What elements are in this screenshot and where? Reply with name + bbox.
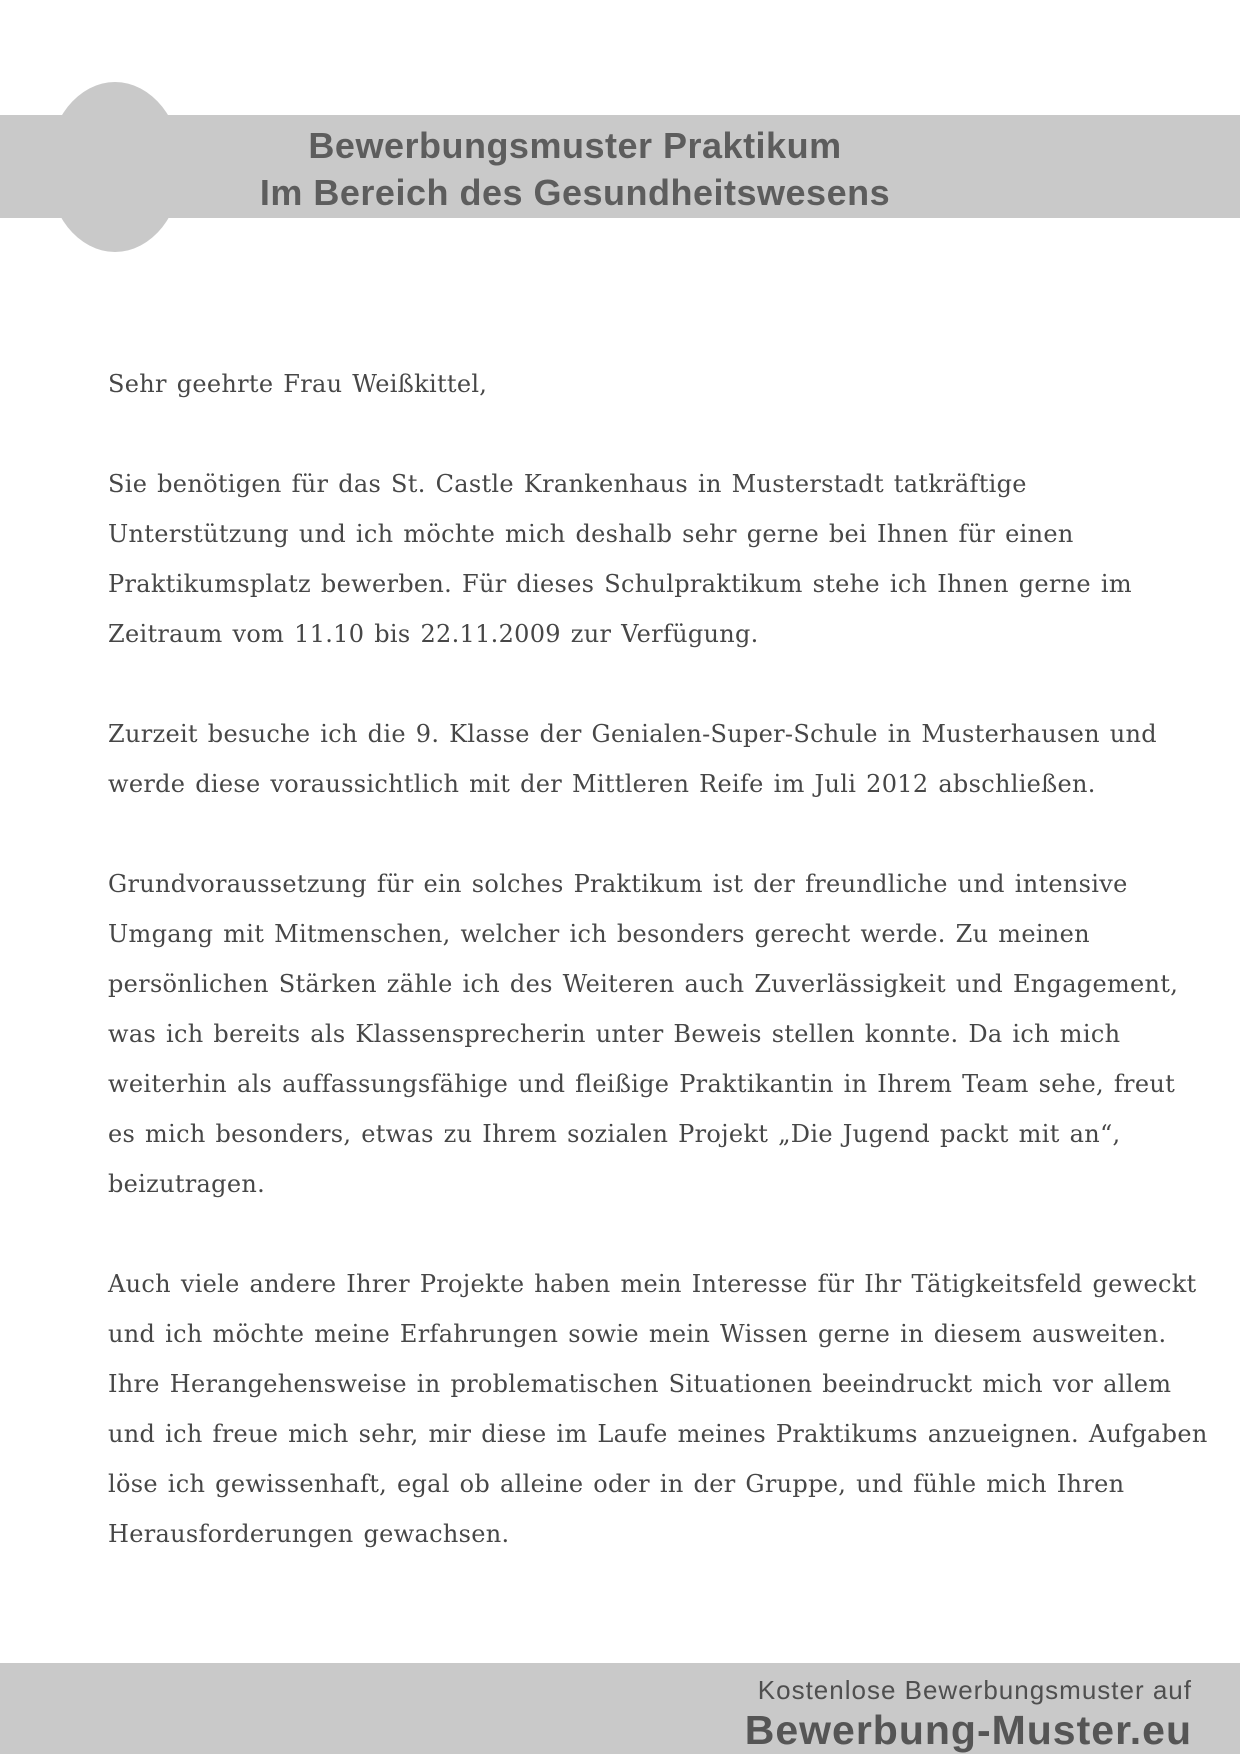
text-line: Sehr geehrte Frau Weißkittel, <box>108 370 488 398</box>
paragraph <box>108 1259 1238 1559</box>
footer-brand-text: Bewerbung-Muster.eu <box>744 1707 1192 1753</box>
paragraph <box>108 709 1238 809</box>
text-line: Zeitraum vom 11.10 bis 22.11.2009 zur Verfügung. <box>108 620 759 648</box>
paragraph <box>108 359 1238 409</box>
text-line: werde diese voraussichtlich mit der Mittleren Reife im Juli 2012 abschließen. <box>108 770 1096 798</box>
text-line: Praktikumsplatz bewerben. Für dieses Schulpraktikum stehe ich Ihnen gerne im <box>108 570 1132 598</box>
text-line: Zurzeit besuche ich die 9. Klasse der Genialen-Super-Schule in Musterhausen und <box>108 720 1157 748</box>
page-title-line1: Bewerbungsmuster Praktikum <box>308 125 842 166</box>
text-line: Ihre Herangehensweise in problematischen Situationen beeindruckt mich vor allem <box>108 1370 1172 1398</box>
footer-tagline: Kostenlose Bewerbungsmuster auf <box>757 1675 1192 1705</box>
footer-band <box>0 1663 1240 1754</box>
text-line: Auch viele andere Ihrer Projekte haben mein Interesse für Ihr Tätigkeitsfeld geweckt <box>108 1270 1197 1298</box>
page-title <box>0 122 1150 216</box>
text-line: beizutragen. <box>108 1170 266 1198</box>
text-line: Umgang mit Mitmenschen, welcher ich besonders gerecht werde. Zu meinen <box>108 920 1090 948</box>
paragraph <box>108 459 1238 659</box>
text-line: es mich besonders, etwas zu Ihrem sozialen Projekt „Die Jugend packt mit an“, <box>108 1120 1121 1148</box>
text-line: und ich möchte meine Erfahrungen sowie mein Wissen gerne in diesem ausweiten. <box>108 1320 1167 1348</box>
text-line: und ich freue mich sehr, mir diese im Laufe meines Praktikums anzueignen. Aufgaben <box>108 1420 1208 1448</box>
paragraph <box>108 859 1238 1209</box>
text-line: Sie benötigen für das St. Castle Krankenhaus in Musterstadt tatkräftige <box>108 470 1027 498</box>
text-line: weiterhin als auffassungsfähige und fleißige Praktikantin in Ihrem Team sehe, freut <box>108 1070 1176 1098</box>
text-line: persönlichen Stärken zähle ich des Weiteren auch Zuverlässigkeit und Engagement, <box>108 970 1179 998</box>
page-title-line2: Im Bereich des Gesundheitswesens <box>259 172 891 213</box>
text-line: Grundvoraussetzung für ein solches Praktikum ist der freundliche und intensive <box>108 870 1128 898</box>
text-line: löse ich gewissenhaft, egal ob alleine oder in der Gruppe, und fühle mich Ihren <box>108 1470 1125 1498</box>
letter-body <box>108 359 1238 1559</box>
text-line: was ich bereits als Klassensprecherin unter Beweis stellen konnte. Da ich mich <box>108 1020 1121 1048</box>
text-line: Unterstützung und ich möchte mich deshalb sehr gerne bei Ihnen für einen <box>108 520 1074 548</box>
text-line: Herausforderungen gewachsen. <box>108 1520 510 1548</box>
